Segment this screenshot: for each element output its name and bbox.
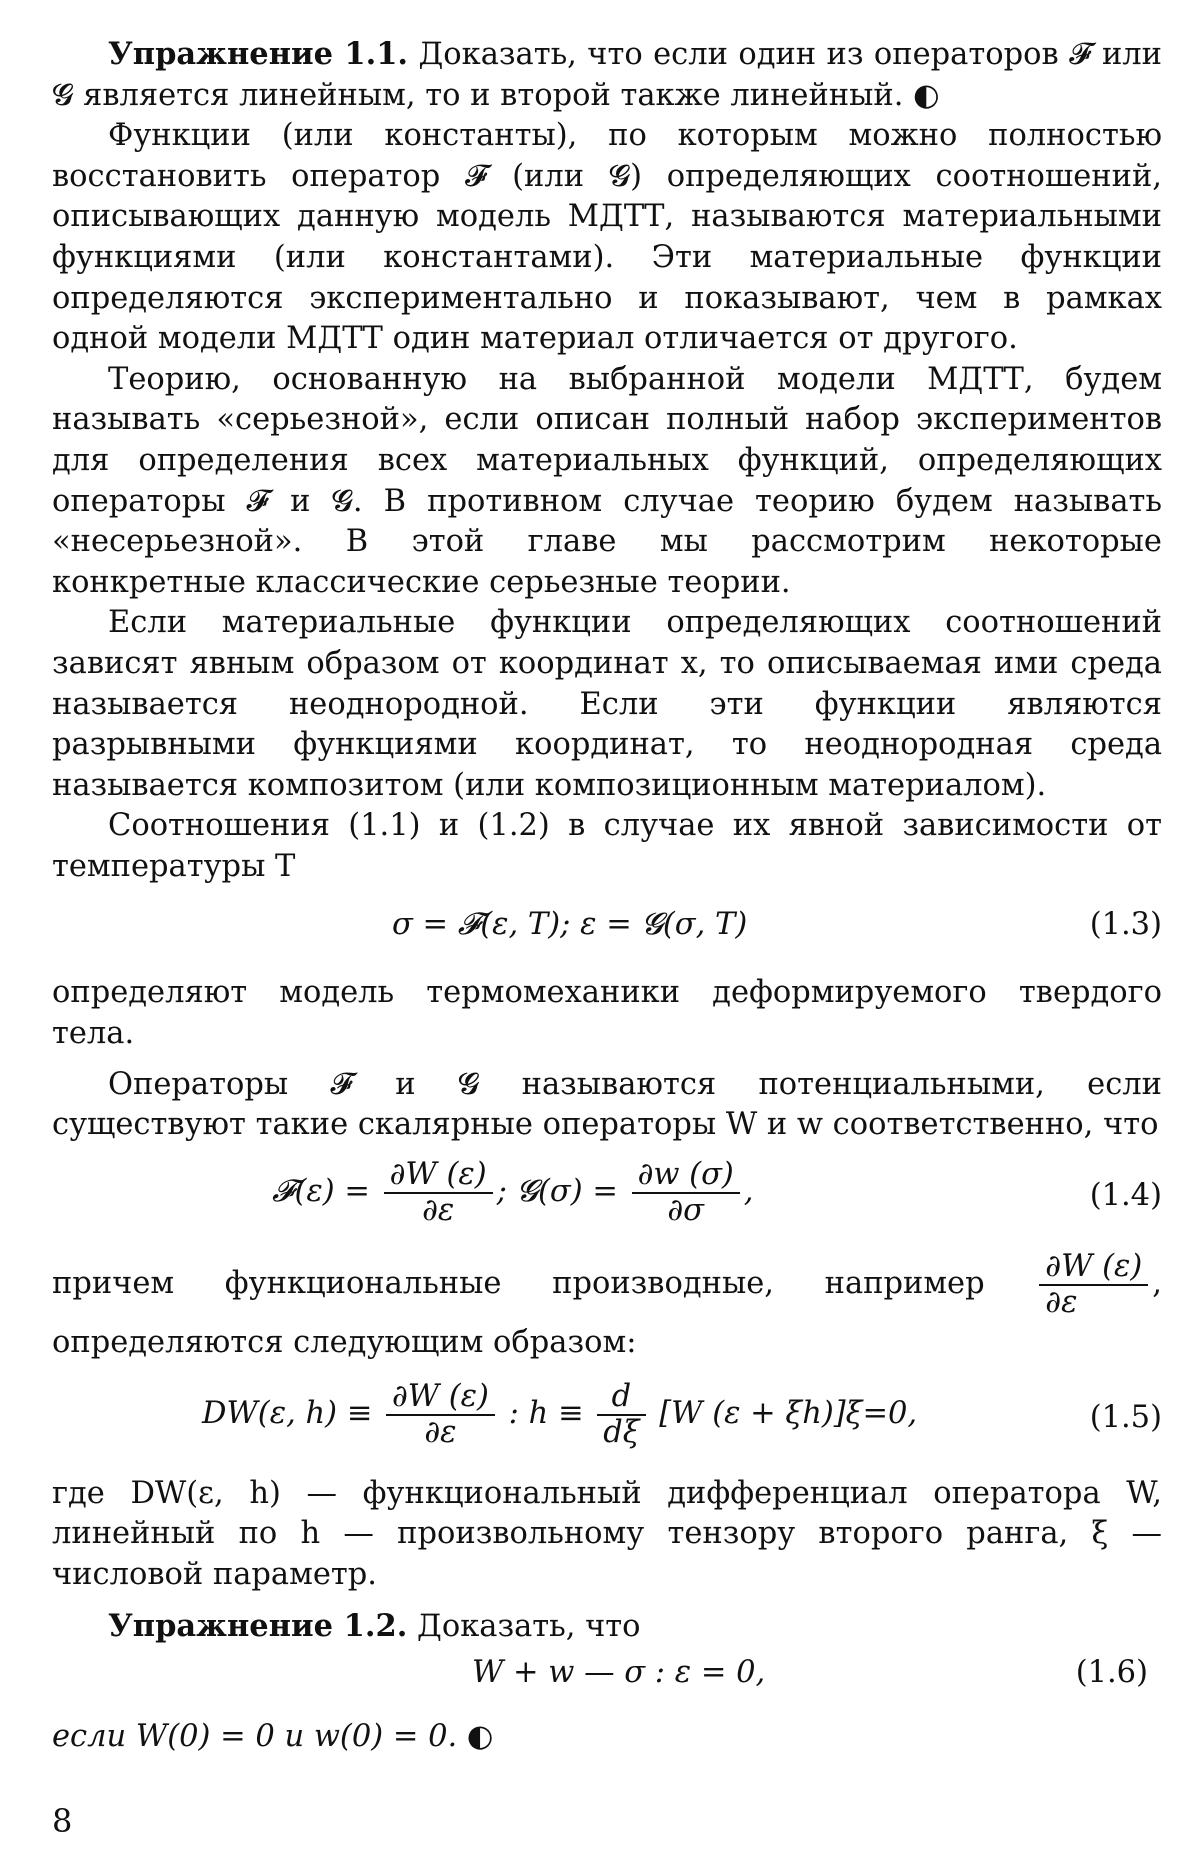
equation-1-4: 𝓕(ε) = $\frac{\partial W (\varepsilon)}{\partial\varepsilon}$ ; 𝓖(σ) = $\frac{\partial w (\sigma)}{\partial\sigma}$ , (1.4) (272, 1156, 1162, 1228)
paragraph-potential: Операторы 𝓕 и 𝓖 называются потенциальными, если существуют такие скалярные операторы W и w соответственно, что (52, 1066, 1162, 1143)
exercise-text: Доказать, что если один из операторов 𝓕 или 𝓖 является линейным, то и второй также линейный. ◐ (52, 37, 1163, 113)
equation-body: W + w — σ : ε = 0, (472, 1655, 766, 1691)
fraction: $\frac{\partial W (\varepsilon)}{\partial\varepsilon}$ (1039, 1250, 1148, 1320)
equation-number: (1.4) (1089, 1177, 1162, 1213)
exercise-1-2 (52, 1606, 1162, 1648)
paragraph-serious-theory: Теорию, основанную на выбранной модели МДТТ, будем называть «серьезной», если описан полный набор экспериментов для определения всех материальных функций, определяющих операторы 𝓕 и 𝓖. В противном случае теорию будем называть «несерьезной». В этой главе мы рассмотрим некоторые конкретные классические серьезные теории. (52, 361, 1162, 600)
paragraph-material-functions: Функции (или константы), по которым можно полностью восстановить оператор 𝓕 (или 𝓖) определяющих соотношений, описывающих данную модель МДТТ, называются материальными функциями (или константами). Эти материальные функции определяются экспериментально и показывают, чем в рамках одной модели МДТТ один материал отличается от другого. (52, 118, 1162, 357)
equation-number: (1.5) (1089, 1399, 1162, 1435)
paragraph-functional-derivative: причем функциональные производные, например $\frac{\partial W (\varepsilon)}{\partial\varepsilon}$ , определяются следующим образом: (52, 1248, 1162, 1360)
paragraph-condition: если W(0) = 0 и w(0) = 0. ◐ (52, 1719, 494, 1755)
page-number: 8 (52, 1802, 73, 1840)
fraction: $\frac{\partial W (\varepsilon)}{\partial\varepsilon}$ (384, 1158, 493, 1228)
equation-1-3 (52, 887, 1162, 973)
fraction: $\frac{\partial w (\sigma)}{\partial\sigma}$ (632, 1158, 740, 1228)
equation-lhs: 𝓕(ε) = (272, 1173, 370, 1209)
equation-mid: : h ≡ (508, 1395, 584, 1431)
paragraph-functional-differential: где DW(ε, h) — функциональный дифференциал оператора W, линейный по h — произвольному тензору второго ранга, ξ — числовой параметр. (52, 1475, 1162, 1593)
exercise-label: Упражнение 1.2. (108, 1607, 408, 1644)
equation-mid: ; 𝓖(σ) = (496, 1173, 618, 1209)
exercise-text: Доказать, что (417, 1608, 641, 1644)
paragraph-thermomechanics: определяют модель термомеханики деформируемого твердого тела. (52, 975, 1162, 1052)
equation-number: (1.6) (1075, 1655, 1148, 1691)
fraction: $\frac{\partial W (\varepsilon)}{\partial\varepsilon}$ (386, 1380, 495, 1450)
exercise-1-1 (52, 34, 1162, 116)
equation-number: (1.3) (1089, 907, 1162, 943)
equation-1-6 (52, 1647, 1162, 1717)
equation-1-5 (52, 1366, 1162, 1474)
paragraph-temperature: Соотношения (1.1) и (1.2) в случае их явной зависимости от температуры T (52, 808, 1162, 884)
equation-lhs: DW(ε, h) ≡ (202, 1395, 373, 1431)
exercise-label: Упражнение 1.1. (108, 36, 409, 72)
equation-body: σ = 𝓕(ε, T); ε = 𝓖(σ, T) (392, 907, 748, 943)
page-body (52, 34, 1162, 1758)
paragraph-inhomogeneous: Если материальные функции определяющих соотношений зависят явным образом от координат x, то описываемая ими среда называется неоднородной. Если эти функции являются разрывными функциями координат, то неоднородная среда называется композитом (или композиционным материалом). (52, 605, 1162, 803)
fraction: $\frac{d}{d\xi}$ (597, 1380, 645, 1450)
equation-tail: [W (ε + ξh)]ξ=0, (659, 1395, 918, 1431)
